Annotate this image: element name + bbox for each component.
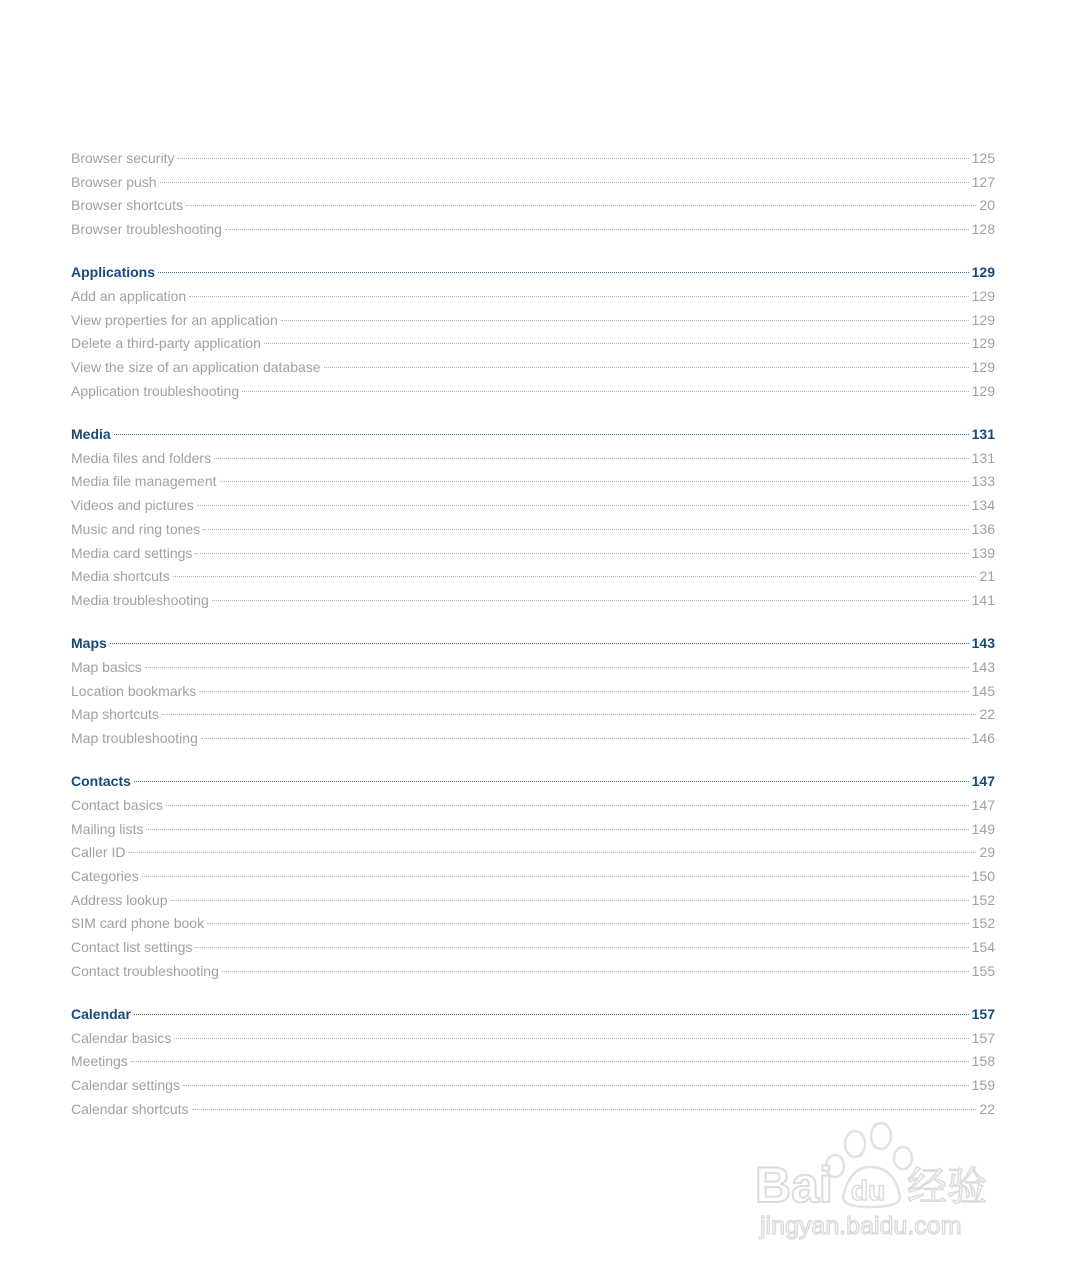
page-number: 125 [971, 150, 995, 166]
page-number: 154 [971, 939, 995, 955]
entry-title: Location bookmarks [71, 682, 197, 699]
page-number: 128 [971, 221, 995, 238]
toc-section [71, 261, 995, 403]
dot-leader [192, 1109, 977, 1110]
dot-leader [110, 643, 969, 644]
dot-leader [225, 229, 969, 230]
page-number: 152 [971, 915, 995, 932]
dot-leader [189, 296, 968, 297]
entry-title: Browser push [71, 173, 157, 190]
page-number: 129 [971, 311, 995, 328]
toc-entry[interactable] [71, 589, 995, 613]
page-number: 129 [971, 359, 995, 376]
toc-entry[interactable] [71, 285, 995, 309]
toc-entry[interactable] [71, 447, 995, 471]
entry-title: SIM card phone book [71, 915, 205, 932]
page-number: 143 [971, 658, 995, 675]
entry-title: Meetings [71, 1053, 128, 1070]
entry-title: Map shortcuts [71, 706, 159, 723]
toc-entry[interactable] [71, 703, 995, 727]
entry-title: Add an application [71, 288, 187, 305]
entry-title: Calendar basics [71, 1029, 172, 1046]
dot-leader [174, 1038, 968, 1039]
dot-leader [171, 900, 969, 901]
dot-leader [142, 876, 969, 877]
dot-leader [207, 923, 969, 924]
entry-title: Application troubleshooting [71, 382, 240, 399]
entry-title: Contact list settings [71, 939, 193, 955]
toc-entry[interactable] [71, 1098, 995, 1122]
page-number: 146 [971, 729, 995, 746]
page-number: 129 [971, 335, 995, 352]
page-number: 133 [971, 473, 995, 490]
page-number: 136 [971, 520, 995, 537]
toc-section [71, 770, 995, 983]
page-number: 152 [971, 891, 995, 908]
dot-leader [195, 947, 968, 948]
toc-entry[interactable] [71, 470, 995, 494]
dot-leader [203, 529, 968, 530]
page-number: 158 [971, 1053, 995, 1070]
dot-leader [242, 391, 969, 392]
entry-title: View properties for an application [71, 311, 278, 328]
section-heading[interactable] [71, 423, 995, 447]
toc-entry[interactable] [71, 565, 995, 589]
dot-leader [183, 1085, 969, 1086]
toc-entry[interactable] [71, 542, 995, 566]
toc-entry[interactable] [71, 518, 995, 542]
entry-title: Browser security [71, 150, 175, 166]
entry-title: Calendar shortcuts [71, 1100, 189, 1117]
section-heading[interactable] [71, 1003, 995, 1027]
page-number: 131 [971, 426, 995, 443]
dot-leader [128, 852, 976, 853]
toc-entry[interactable] [71, 794, 995, 818]
dot-leader [220, 481, 969, 482]
svg-text:jingyan.baidu.com: jingyan.baidu.com [760, 1212, 962, 1240]
toc-entry[interactable] [71, 1027, 995, 1051]
page-number: 149 [971, 820, 995, 837]
entry-title: Music and ring tones [71, 520, 201, 537]
entry-title: Contact troubleshooting [71, 962, 219, 979]
entry-title: Calendar [71, 1005, 131, 1022]
toc-entry[interactable] [71, 936, 995, 960]
entry-title: Media troubleshooting [71, 591, 209, 608]
dot-leader [131, 1061, 969, 1062]
page-number: 141 [971, 591, 995, 608]
toc-section [71, 423, 995, 613]
dot-leader [324, 367, 969, 368]
entry-title: Media [71, 426, 111, 443]
page-number: 145 [971, 682, 995, 699]
page-number: 21 [979, 568, 995, 585]
toc-entry[interactable] [71, 912, 995, 936]
entry-title: Contact basics [71, 796, 163, 813]
page-number: 143 [971, 635, 995, 652]
entry-title: Media card settings [71, 544, 193, 561]
dot-leader [134, 781, 969, 782]
page-number: 22 [979, 1100, 995, 1117]
toc-entry[interactable] [71, 841, 995, 865]
svg-text:du: du [851, 1175, 886, 1206]
dot-leader [146, 829, 968, 830]
toc-entry[interactable] [71, 356, 995, 380]
dot-leader [160, 182, 969, 183]
toc-entry[interactable] [71, 727, 995, 751]
dot-leader [197, 505, 969, 506]
entry-title: Calendar settings [71, 1077, 180, 1094]
table-of-contents [71, 147, 995, 1141]
svg-text:Bai: Bai [755, 1157, 833, 1213]
page-number: 157 [971, 1005, 995, 1022]
entry-title: View the size of an application database [71, 359, 321, 376]
entry-title: Media files and folders [71, 449, 212, 466]
dot-leader [281, 320, 969, 321]
dot-leader [173, 576, 977, 577]
page-number: 129 [971, 288, 995, 305]
toc-entry[interactable] [71, 194, 995, 218]
toc-entry[interactable] [71, 960, 995, 984]
toc-entry[interactable] [71, 865, 995, 889]
dot-leader [195, 553, 968, 554]
dot-leader [214, 458, 969, 459]
toc-entry[interactable] [71, 218, 995, 242]
entry-title: Map basics [71, 658, 142, 675]
page-number: 20 [979, 197, 995, 214]
dot-leader [162, 714, 976, 715]
dot-leader [177, 158, 968, 159]
entry-title: Media shortcuts [71, 568, 170, 585]
dot-leader [212, 600, 969, 601]
page-number: 147 [971, 773, 995, 790]
dot-leader [201, 738, 969, 739]
toc-entry[interactable] [71, 309, 995, 333]
entry-title: Browser troubleshooting [71, 221, 222, 238]
page-number: 157 [971, 1029, 995, 1046]
dot-leader [222, 971, 969, 972]
toc-entry[interactable] [71, 380, 995, 404]
dot-leader [166, 805, 969, 806]
toc-entry[interactable] [71, 1050, 995, 1074]
entry-title: Applications [71, 264, 156, 281]
toc-entry[interactable] [71, 147, 995, 171]
section-heading[interactable] [71, 261, 995, 285]
dot-leader [114, 434, 969, 435]
page-number: 22 [979, 706, 995, 723]
baidu-watermark-logo [755, 1122, 1005, 1242]
dot-leader [158, 272, 969, 273]
page-number: 150 [971, 867, 995, 884]
dot-leader [264, 343, 969, 344]
toc-entry[interactable] [71, 656, 995, 680]
dot-leader [145, 667, 969, 668]
entry-title: Caller ID [71, 844, 126, 861]
section-heading[interactable] [71, 632, 995, 656]
toc-section [71, 1003, 995, 1121]
entry-title: Maps [71, 635, 107, 652]
entry-title: Contacts [71, 773, 131, 790]
toc-entry[interactable] [71, 332, 995, 356]
page-number: 159 [971, 1077, 995, 1094]
entry-title: Browser shortcuts [71, 197, 184, 214]
entry-title: Delete a third-party application [71, 335, 261, 352]
page-number: 127 [971, 173, 995, 190]
toc-entry[interactable] [71, 680, 995, 704]
entry-title: Categories [71, 867, 139, 884]
entry-title: Media file management [71, 473, 217, 490]
entry-title: Map troubleshooting [71, 729, 198, 746]
toc-entry[interactable] [71, 494, 995, 518]
toc-entry[interactable] [71, 818, 995, 842]
entry-title: Videos and pictures [71, 497, 194, 514]
dot-leader [186, 205, 976, 206]
dot-leader [134, 1014, 969, 1015]
page-number: 129 [971, 382, 995, 399]
toc-entry[interactable] [71, 889, 995, 913]
toc-entry[interactable] [71, 1074, 995, 1098]
page-number: 134 [971, 497, 995, 514]
page-number: 29 [979, 844, 995, 861]
dot-leader [199, 691, 968, 692]
entry-title: Mailing lists [71, 820, 144, 837]
toc-section [71, 147, 995, 242]
page-number: 155 [971, 962, 995, 979]
page-number: 129 [971, 264, 995, 281]
toc-section [71, 632, 995, 750]
page-number: 131 [971, 449, 995, 466]
page-number: 139 [971, 544, 995, 561]
svg-text:经验: 经验 [907, 1164, 987, 1210]
toc-entry[interactable] [71, 171, 995, 195]
section-heading[interactable] [71, 770, 995, 794]
entry-title: Address lookup [71, 891, 168, 908]
page-number: 147 [971, 796, 995, 813]
